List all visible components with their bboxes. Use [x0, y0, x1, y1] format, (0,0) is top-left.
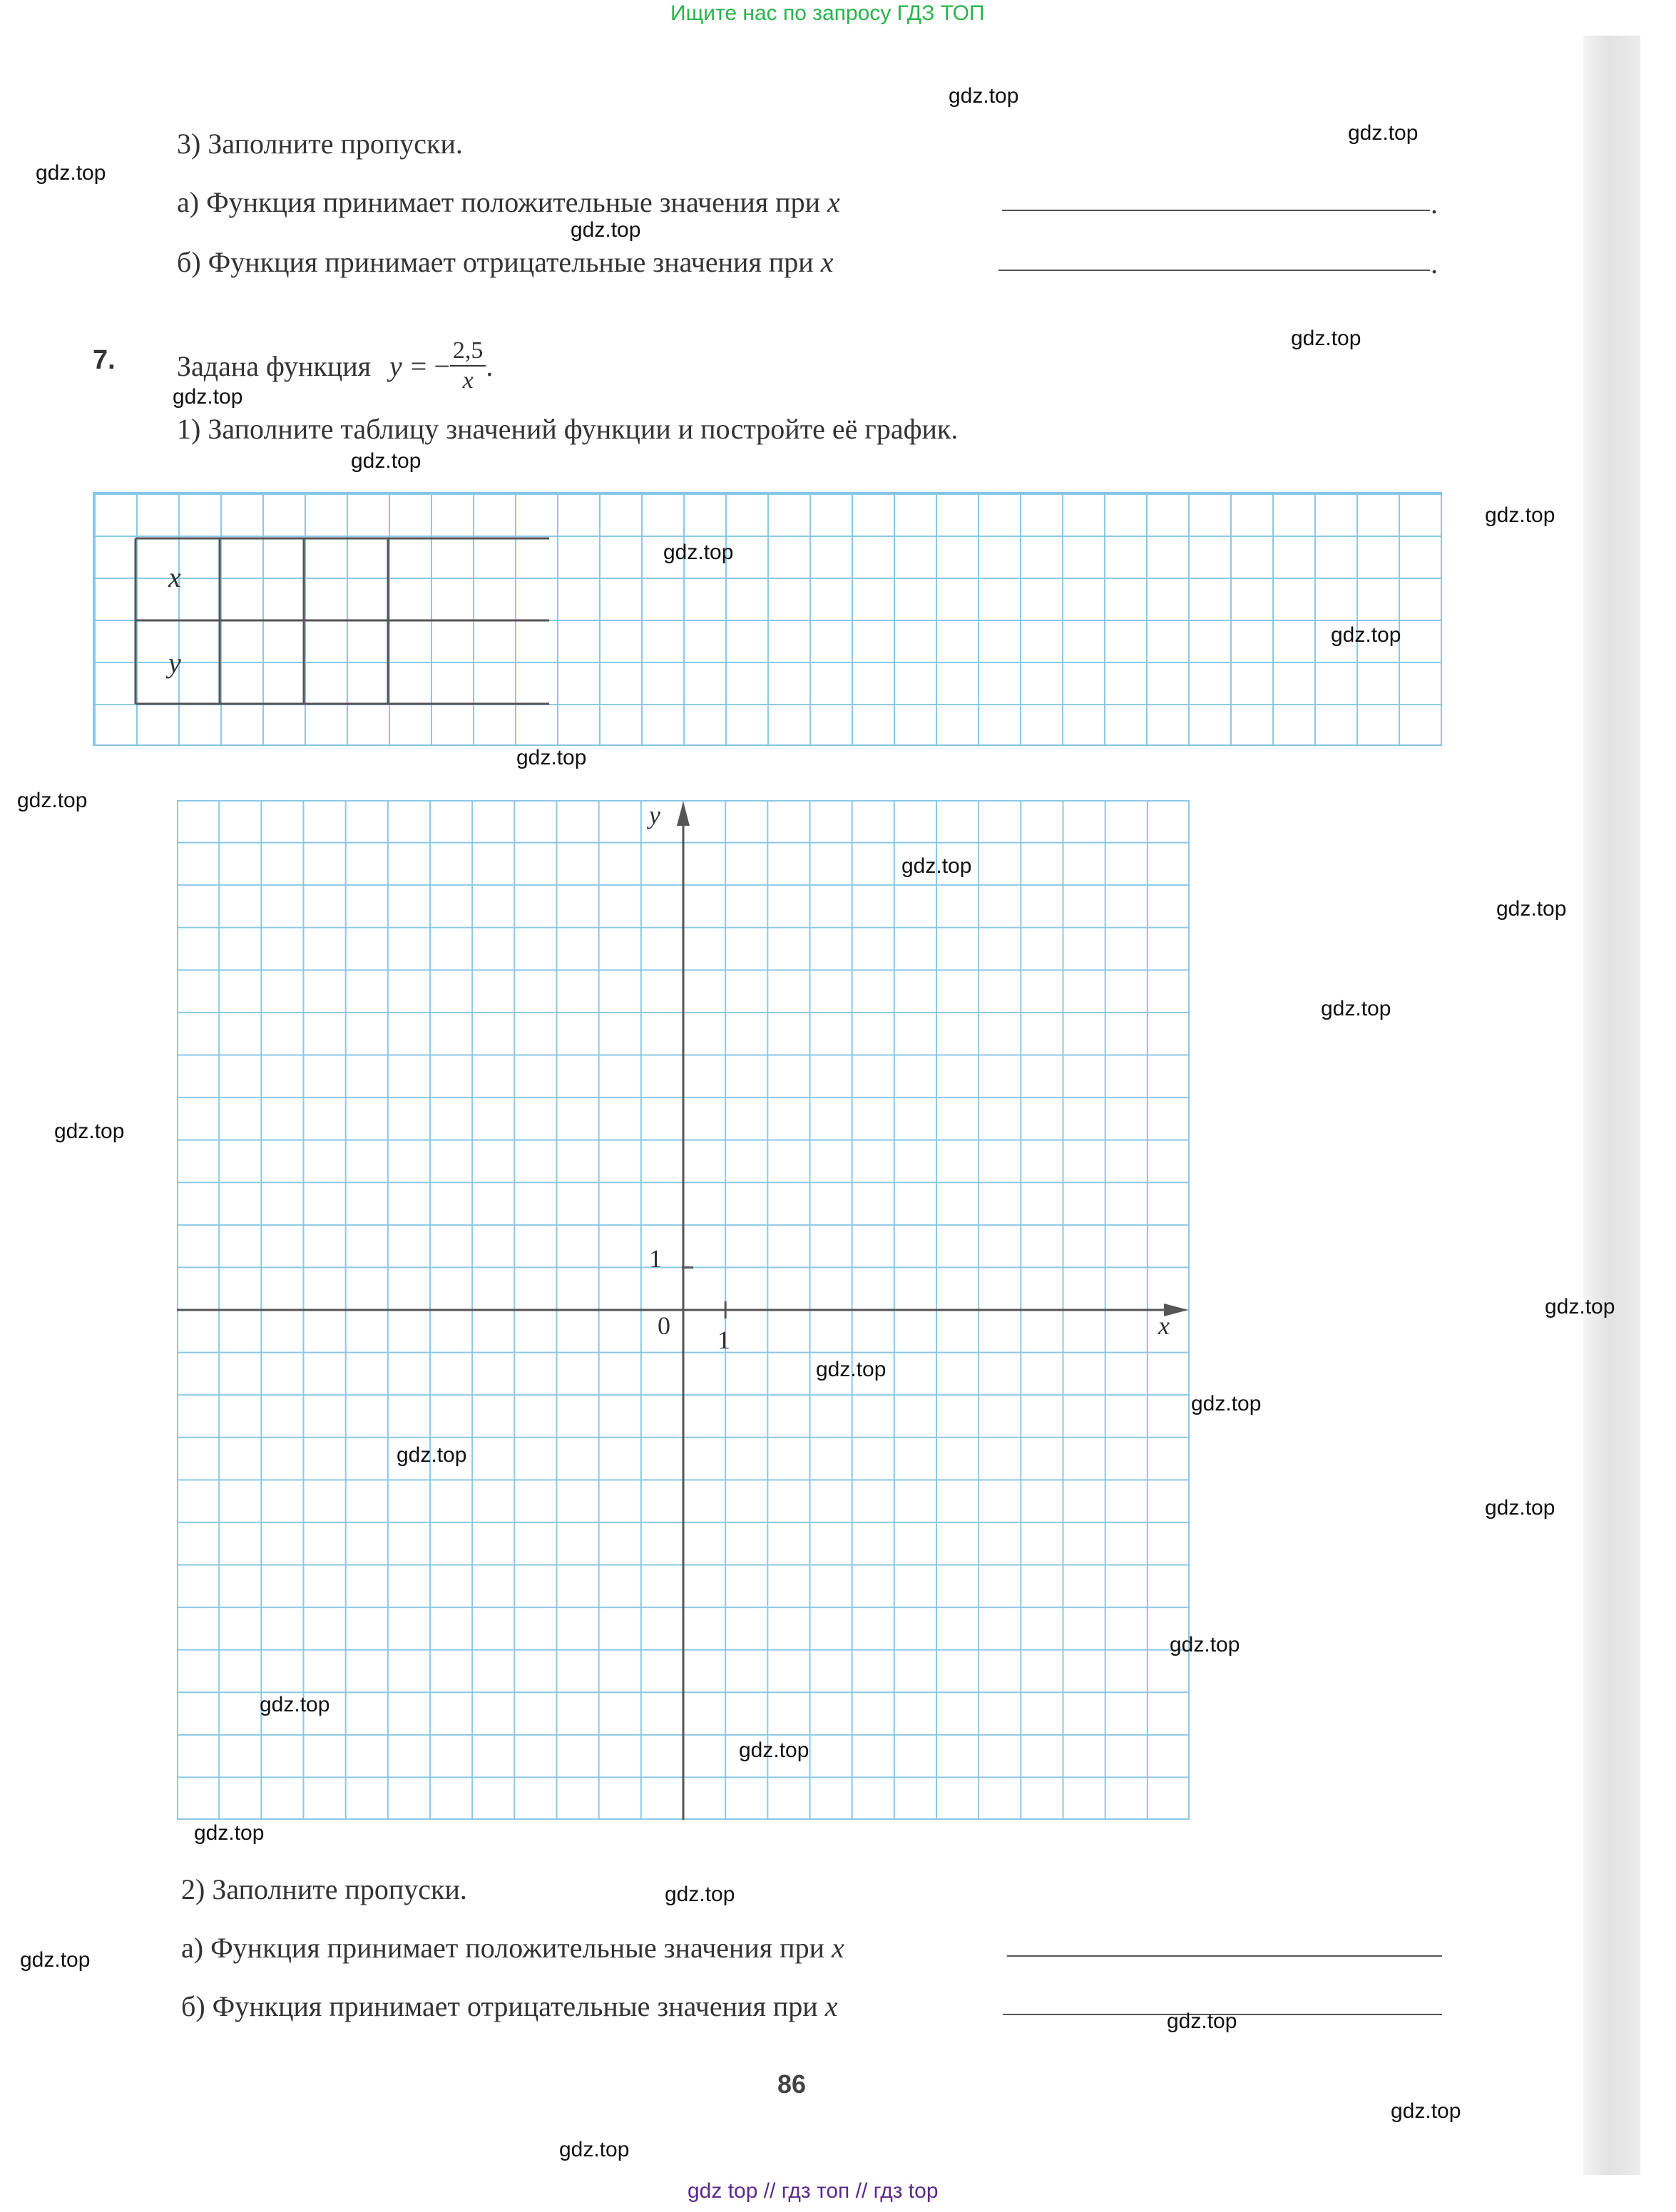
watermark: gdz.top [816, 1358, 886, 1381]
watermark: gdz.top [1331, 623, 1401, 647]
table-cell-x2[interactable] [305, 541, 387, 619]
table-cell-y1[interactable] [221, 623, 302, 702]
task7-statement: Задана функция [177, 349, 372, 382]
watermark: gdz.top [351, 449, 421, 473]
origin-label: 0 [658, 1311, 670, 1340]
formula-lhs: y [389, 349, 402, 382]
part3-line-b-text: б) Функция принимает отрицательные значения при [177, 246, 814, 278]
table-cell-x4[interactable] [474, 541, 552, 619]
watermark: gdz.top [20, 1948, 91, 1972]
part3-blank-b[interactable] [998, 270, 1430, 271]
unit-x-label: 1 [717, 1326, 730, 1354]
page-number: 86 [777, 2069, 807, 2099]
watermark: gdz.top [1545, 1295, 1615, 1319]
x-axis-label: x [1158, 1311, 1170, 1340]
table-cell-y4[interactable] [474, 623, 552, 702]
watermark: gdz.top [1191, 1392, 1262, 1415]
watermark: gdz.top [1167, 2009, 1237, 2033]
watermark: gdz.top [1391, 2099, 1461, 2123]
formula-fraction [450, 337, 486, 395]
task7-number: 7. [93, 345, 116, 375]
part3-line-b-period: . [1431, 247, 1438, 280]
y-axis-label: y [649, 801, 660, 829]
watermark: gdz.top [173, 385, 243, 409]
watermark: gdz.top [1348, 121, 1419, 145]
table-cell-y3[interactable] [389, 623, 471, 702]
coordinate-grid[interactable] [177, 800, 1190, 1820]
table-label-y: y [168, 647, 181, 679]
watermark: gdz.top [36, 161, 106, 185]
page-binding-shadow [1583, 36, 1640, 2175]
watermark: gdz.top [194, 1821, 265, 1845]
watermark: gdz.top [397, 1443, 467, 1467]
watermark: gdz.top [1321, 997, 1391, 1020]
watermark: gdz.top [260, 1693, 330, 1716]
table-cell-x3[interactable] [389, 541, 471, 619]
watermark: gdz.top [516, 746, 587, 769]
part3-heading: 3) Заполните пропуски. [177, 128, 463, 160]
watermark-extra: gdz.top [559, 2138, 630, 2161]
task7-line-b-var: x [824, 1990, 838, 2022]
task7-line-b-text: б) Функция принимает отрицательные значения при [181, 1990, 818, 2022]
watermark: gdz.top [739, 1739, 809, 1762]
task7-line-b [181, 1990, 837, 2023]
part3-line-a-period: . [1431, 188, 1438, 220]
part3-line-a [177, 185, 840, 219]
watermark: gdz.top [571, 218, 641, 242]
table-label-x: x [168, 561, 181, 593]
task7-line-a [181, 1931, 844, 1965]
watermark: gdz.top [665, 1883, 735, 1906]
watermark: gdz.top [1170, 1633, 1240, 1657]
watermark: gdz.top [901, 854, 972, 878]
top-banner[interactable]: Ищите нас по запросу ГДЗ ТОП [670, 1, 985, 25]
formula-numerator: 2,5 [450, 337, 486, 367]
task7-sub2: 2) Заполните пропуски. [181, 1873, 467, 1905]
task7-line-a-var: x [832, 1932, 844, 1964]
unit-y-label: 1 [649, 1244, 662, 1273]
part3-line-a-text: а) Функция принимает положительные значения при [177, 186, 820, 218]
watermark: gdz.top [949, 84, 1019, 108]
watermark: gdz.top [17, 789, 88, 812]
task7-line-a-text: а) Функция принимает положительные значения при [181, 1932, 824, 1964]
watermark: gdz.top [1496, 897, 1567, 921]
formula-sign: − [434, 349, 450, 382]
part3-blank-a[interactable] [1002, 210, 1430, 211]
task7-blank-a[interactable] [1007, 1955, 1442, 1957]
part3-line-b [177, 245, 833, 279]
watermark: gdz.top [1485, 1496, 1555, 1520]
part3-line-b-var: x [820, 246, 834, 278]
task7-sub1: 1) Заполните таблицу значений функции и постройте её график. [177, 413, 959, 445]
formula-end: . [486, 349, 494, 382]
formula-denominator: x [462, 367, 474, 394]
watermark: gdz.top [54, 1120, 125, 1143]
bottom-banner[interactable]: gdz top // гдз топ // гдз top [688, 2179, 939, 2203]
table-cell-x1[interactable] [221, 541, 302, 619]
watermark: gdz.top [1291, 327, 1361, 350]
formula-eq: = [410, 349, 427, 382]
part3-line-a-var: x [827, 186, 840, 218]
watermark: gdz.top [663, 541, 734, 564]
watermark: gdz.top [1485, 503, 1555, 527]
table-cell-y2[interactable] [305, 623, 387, 702]
